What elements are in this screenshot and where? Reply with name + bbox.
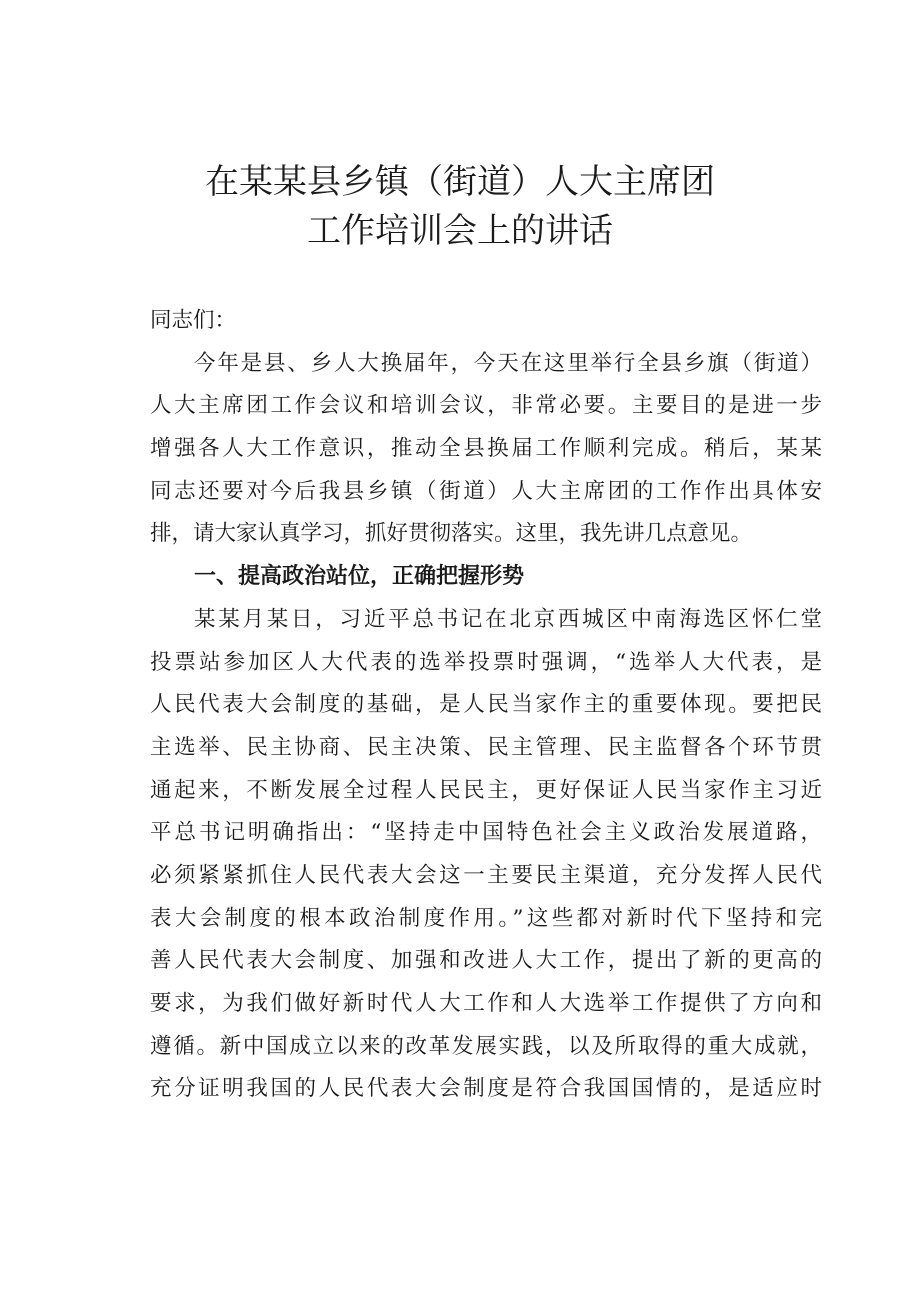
section-heading: 一、提高政治站位，正确把握形势 (194, 564, 525, 590)
text-line: 投票站参加区人大代表的选举投票时强调，“选举人大代表，是 (150, 649, 822, 675)
text-line: 某某月某日，习近平总书记在北京西城区中南海选区怀仁堂 (194, 606, 822, 632)
text-line: 平总书记明确指出：“坚持走中国特色社会主义政治发展道路， (150, 820, 822, 846)
document-title (0, 158, 920, 256)
salutation: 同志们： (150, 308, 237, 333)
text-line: 善人民代表大会制度、加强和改进人大工作，提出了新的更高的 (150, 948, 822, 974)
title-line: 在某某县乡镇（街道）人大主席团 (205, 162, 715, 202)
title-line: 工作培训会上的讲话 (307, 211, 613, 251)
text-line: 增强各人大工作意识，推动全县换届工作顺利完成。稍后，某某 (150, 436, 822, 462)
text-line: 人民代表大会制度的基础，是人民当家作主的重要体现。要把民 (150, 692, 822, 718)
document-body (150, 300, 822, 1111)
text-line: 要求，为我们做好新时代人大工作和人大选举工作提供了方向和 (150, 991, 822, 1016)
paragraph-intro (150, 343, 822, 556)
text-line: 表大会制度的根本政治制度作用。”这些都对新时代下坚持和完 (150, 905, 822, 931)
text-line: 排，请大家认真学习，抓好贯彻落实。这里，我先讲几点意见。 (150, 521, 753, 547)
text-line: 遵循。新中国成立以来的改革发展实践，以及所取得的重大成就， (150, 1033, 822, 1059)
text-line: 充分证明我国的人民代表大会制度是符合我国国情的，是适应时 (150, 1076, 822, 1102)
text-line: 主选举、民主协商、民主决策、民主管理、民主监督各个环节贯 (150, 734, 822, 760)
text-line: 通起来，不断发展全过程人民民主，更好保证人民当家作主习近 (150, 777, 822, 803)
text-line: 今年是县、乡人大换届年，今天在这里举行全县乡旗（街道） (194, 350, 822, 376)
paragraph-section1 (150, 599, 822, 1111)
text-line: 人大主席团工作会议和培训会议，非常必要。主要目的是进一步 (150, 393, 822, 419)
text-line: 必须紧紧抓住人民代表大会这一主要民主渠道，充分发挥人民代 (150, 862, 822, 888)
text-line: 同志还要对今后我县乡镇（街道）人大主席团的工作作出具体安 (150, 478, 822, 504)
